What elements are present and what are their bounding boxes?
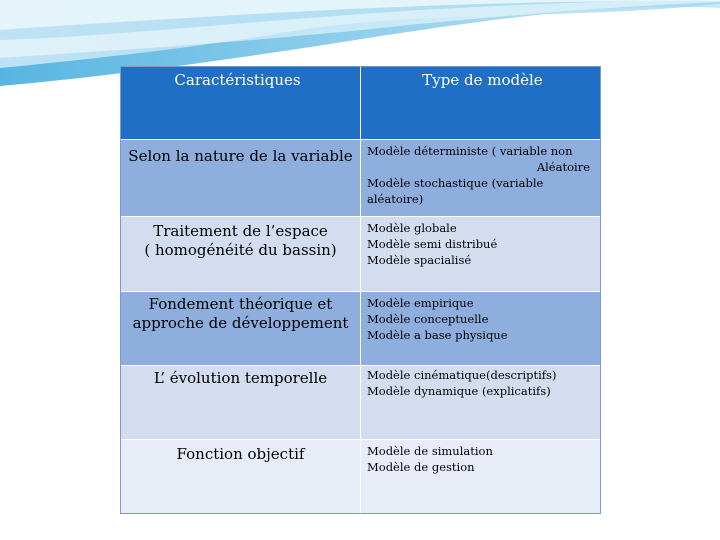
table-row — [121, 365, 600, 439]
criterion-text: Fondement théorique et — [148, 295, 333, 313]
table-row — [121, 291, 600, 365]
models-cell — [361, 139, 600, 216]
model-item: Aléatoire — [536, 160, 590, 174]
criterion-cell — [121, 291, 361, 365]
criterion-text: ( homogénéité du bassin) — [144, 241, 337, 259]
model-item: Modèle stochastique (variable — [367, 176, 544, 190]
model-item: Modèle dynamique (explicatifs) — [367, 384, 551, 398]
criterion-text: Selon la nature de la variable — [128, 147, 353, 165]
model-item: Modèle déterministe ( variable non — [367, 144, 573, 158]
model-item: Modèle semi distribué — [367, 237, 498, 251]
table-header-row — [121, 67, 600, 139]
table-row — [121, 216, 600, 291]
models-cell — [361, 439, 600, 513]
model-item: Modèle a base physique — [367, 328, 508, 342]
row-divider — [121, 139, 600, 140]
model-item: Modèle spacialisé — [367, 253, 472, 267]
models-cell — [361, 216, 600, 291]
header-characteristics: Caractéristiques — [121, 67, 361, 139]
model-item: aléatoire) — [367, 192, 424, 206]
row-divider — [121, 216, 600, 217]
model-classification-table — [120, 66, 601, 514]
criterion-text: L’ évolution temporelle — [153, 369, 328, 387]
model-item: Modèle de gestion — [367, 460, 475, 474]
table-row — [121, 439, 600, 513]
criterion-text: Traitement de l’espace — [153, 222, 328, 240]
criterion-cell — [121, 216, 361, 291]
criterion-cell — [121, 439, 361, 513]
criterion-cell — [121, 365, 361, 439]
criterion-text: Fonction objectif — [176, 445, 305, 463]
criterion-cell — [121, 139, 361, 216]
models-cell — [361, 291, 600, 365]
table-row — [121, 139, 600, 216]
models-cell — [361, 365, 600, 439]
header-model-type: Type de modèle — [422, 71, 543, 89]
row-divider — [121, 291, 600, 292]
model-item: Modèle cinématique(descriptifs) — [367, 368, 557, 382]
model-item: Modèle conceptuelle — [367, 312, 489, 326]
row-divider — [121, 439, 600, 440]
criterion-text: approche de développement — [132, 314, 349, 332]
row-divider — [121, 365, 600, 366]
model-item: Modèle empirique — [367, 296, 474, 310]
model-item: Modèle globale — [367, 221, 457, 235]
model-item: Modèle de simulation — [367, 444, 493, 458]
